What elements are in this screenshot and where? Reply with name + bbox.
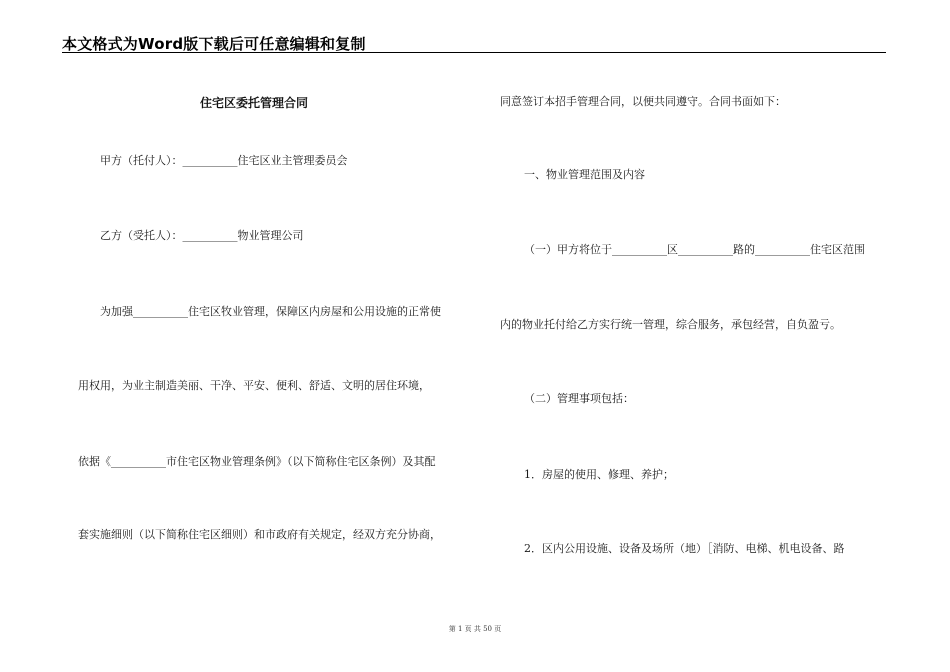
- paragraph-line: 同意签订本招手管理合同，以便共同遵守。合同书面如下：: [500, 95, 786, 108]
- clause-line: 内的物业托付给乙方实行统一管理，综合服务，承包经营，自负盈亏。: [500, 318, 841, 331]
- list-item: 1．房屋的使用、修理、养护；: [524, 468, 674, 481]
- page-number: 第 1 页 共 50 页: [448, 625, 502, 633]
- header-divider: [62, 52, 886, 53]
- contract-title: 住宅区委托管理合同: [200, 96, 309, 110]
- document-header-banner: 本文格式为Word版下载后可任意编辑和复制: [62, 35, 366, 53]
- paragraph-line: 为加强__________住宅区牧业管理，保障区内房屋和公用设施的正常使: [100, 305, 441, 318]
- clause-line: （一）甲方将位于__________区__________路的__________住宅区范围: [524, 243, 865, 256]
- paragraph-line: 套实施细则（以下简称住宅区细则）和市政府有关规定，经双方充分协商，: [78, 528, 441, 541]
- paragraph-line: 用权用，为业主制造美丽、干净、平安、便利、舒适、文明的居住环境，: [78, 379, 430, 392]
- paragraph-line: 依据《__________市住宅区物业管理条例》（以下简称住宅区条例）及其配: [78, 455, 436, 468]
- party-b-line: 乙方（受托人）：__________物业管理公司: [100, 229, 304, 242]
- party-a-line: 甲方（托付人）：__________住宅区业主管理委员会: [100, 154, 348, 167]
- section-heading: 一、物业管理范围及内容: [524, 168, 645, 181]
- subsection-heading: （二）管理事项包括：: [524, 392, 634, 405]
- list-item: 2．区内公用设施、设备及场所（地）［消防、电梯、机电设备、路: [524, 542, 845, 555]
